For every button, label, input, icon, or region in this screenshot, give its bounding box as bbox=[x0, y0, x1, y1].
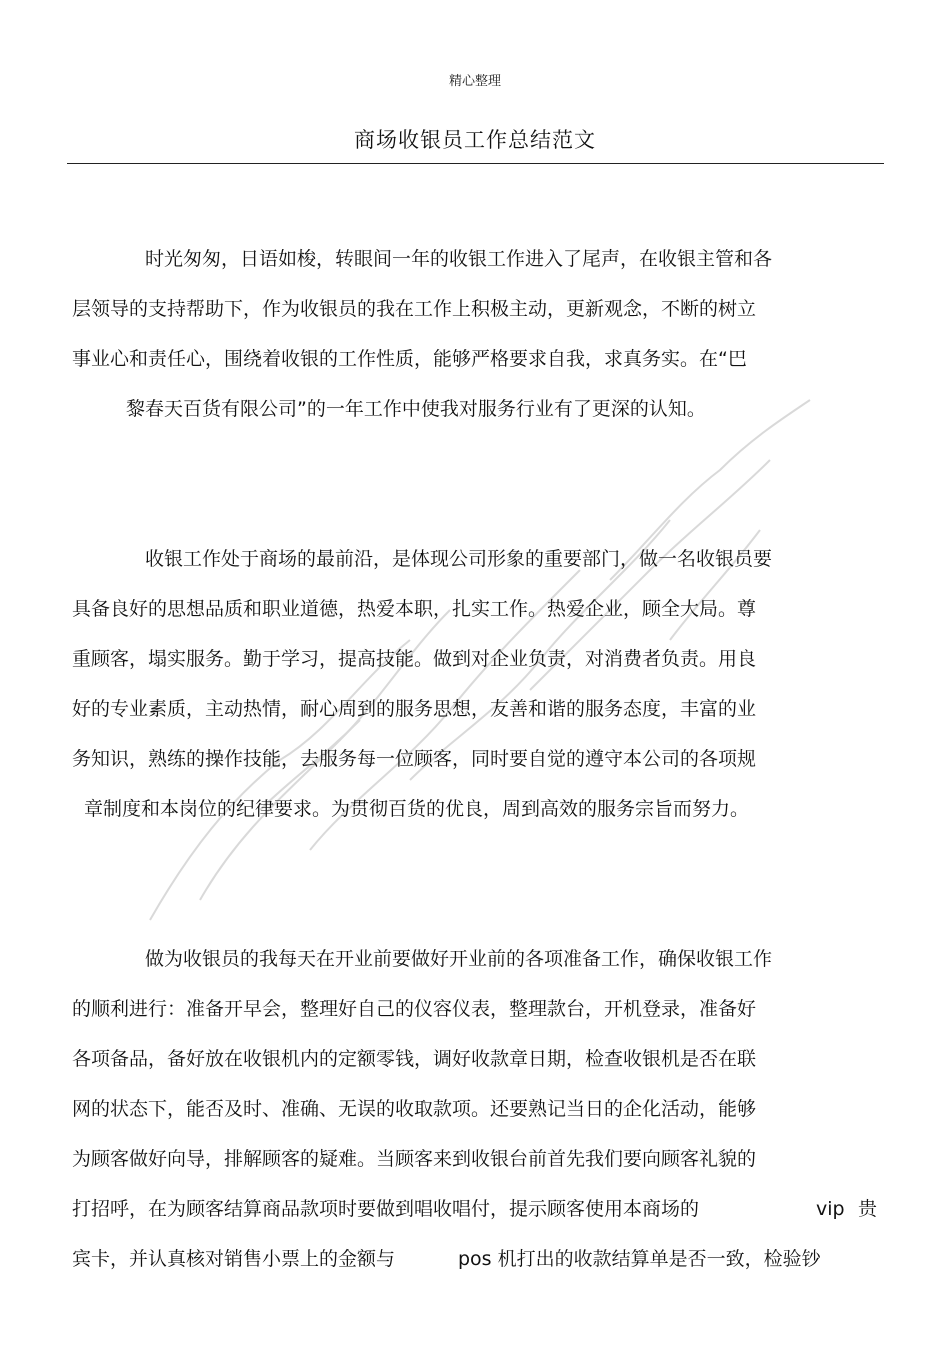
text-line: 重顾客，塌实服务。勤于学习，提高技能。做到对企业负责，对消费者负责。用良 bbox=[72, 648, 757, 670]
text-line: 章制度和本岗位的纪律要求。为贯彻百货的优良，周到高效的服务宗旨而努力。 bbox=[84, 798, 750, 820]
text-line: 时光匆匆，日语如梭，转眼间一年的收银工作进入了尾声，在收银主管和各 bbox=[145, 248, 773, 270]
text-fragment: pos 机打出的收款结算单是否一致，检验钞 bbox=[458, 1248, 821, 1270]
text-line: 好的专业素质，主动热情，耐心周到的服务思想，友善和谐的服务态度，丰富的业 bbox=[72, 698, 757, 720]
text-line: 具备良好的思想品质和职业道德，热爱本职，扎实工作。热爱企业，顾全大局。尊 bbox=[72, 598, 757, 620]
text-line: 宾卡，并认真核对销售小票上的金额与 bbox=[72, 1248, 396, 1270]
text-line: 事业心和责任心，围绕着收银的工作性质，能够严格要求自我，求真务实。在“巴 bbox=[72, 348, 747, 370]
title-divider bbox=[67, 163, 884, 164]
text-line: 为顾客做好向导，排解顾客的疑难。当顾客来到收银台前首先我们要向顾客礼貌的 bbox=[72, 1148, 757, 1170]
text-fragment: 贵 bbox=[858, 1198, 878, 1220]
text-line: 网的状态下，能否及时、准确、无误的收取款项。还要熟记当日的企化活动，能够 bbox=[72, 1098, 757, 1120]
page-header: 精心整理 bbox=[448, 74, 501, 89]
text-line: 层领导的支持帮助下，作为收银员的我在工作上积极主动，更新观念，不断的树立 bbox=[72, 298, 757, 320]
text-line: 黎春天百货有限公司”的一年工作中使我对服务行业有了更深的认知。 bbox=[126, 398, 706, 420]
text-line: 收银工作处于商场的最前沿，是体现公司形象的重要部门，做一名收银员要 bbox=[145, 548, 773, 570]
document-title: 商场收银员工作总结范文 bbox=[354, 128, 596, 152]
text-line: 务知识，熟练的操作技能，去服务每一位顾客，同时要自觉的遵守本公司的各项规 bbox=[72, 748, 757, 770]
text-line: 的顺利进行：准备开早会，整理好自己的仪容仪表，整理款台，开机登录，准备好 bbox=[72, 998, 757, 1020]
text-line: 做为收银员的我每天在开业前要做好开业前的各项准备工作，确保收银工作 bbox=[145, 948, 773, 970]
text-fragment: vip bbox=[816, 1198, 845, 1220]
text-line: 打招呼，在为顾客结算商品款项时要做到唱收唱付，提示顾客使用本商场的 bbox=[72, 1198, 700, 1220]
text-line: 各项备品，备好放在收银机内的定额零钱，调好收款章日期，检查收银机是否在联 bbox=[72, 1048, 757, 1070]
